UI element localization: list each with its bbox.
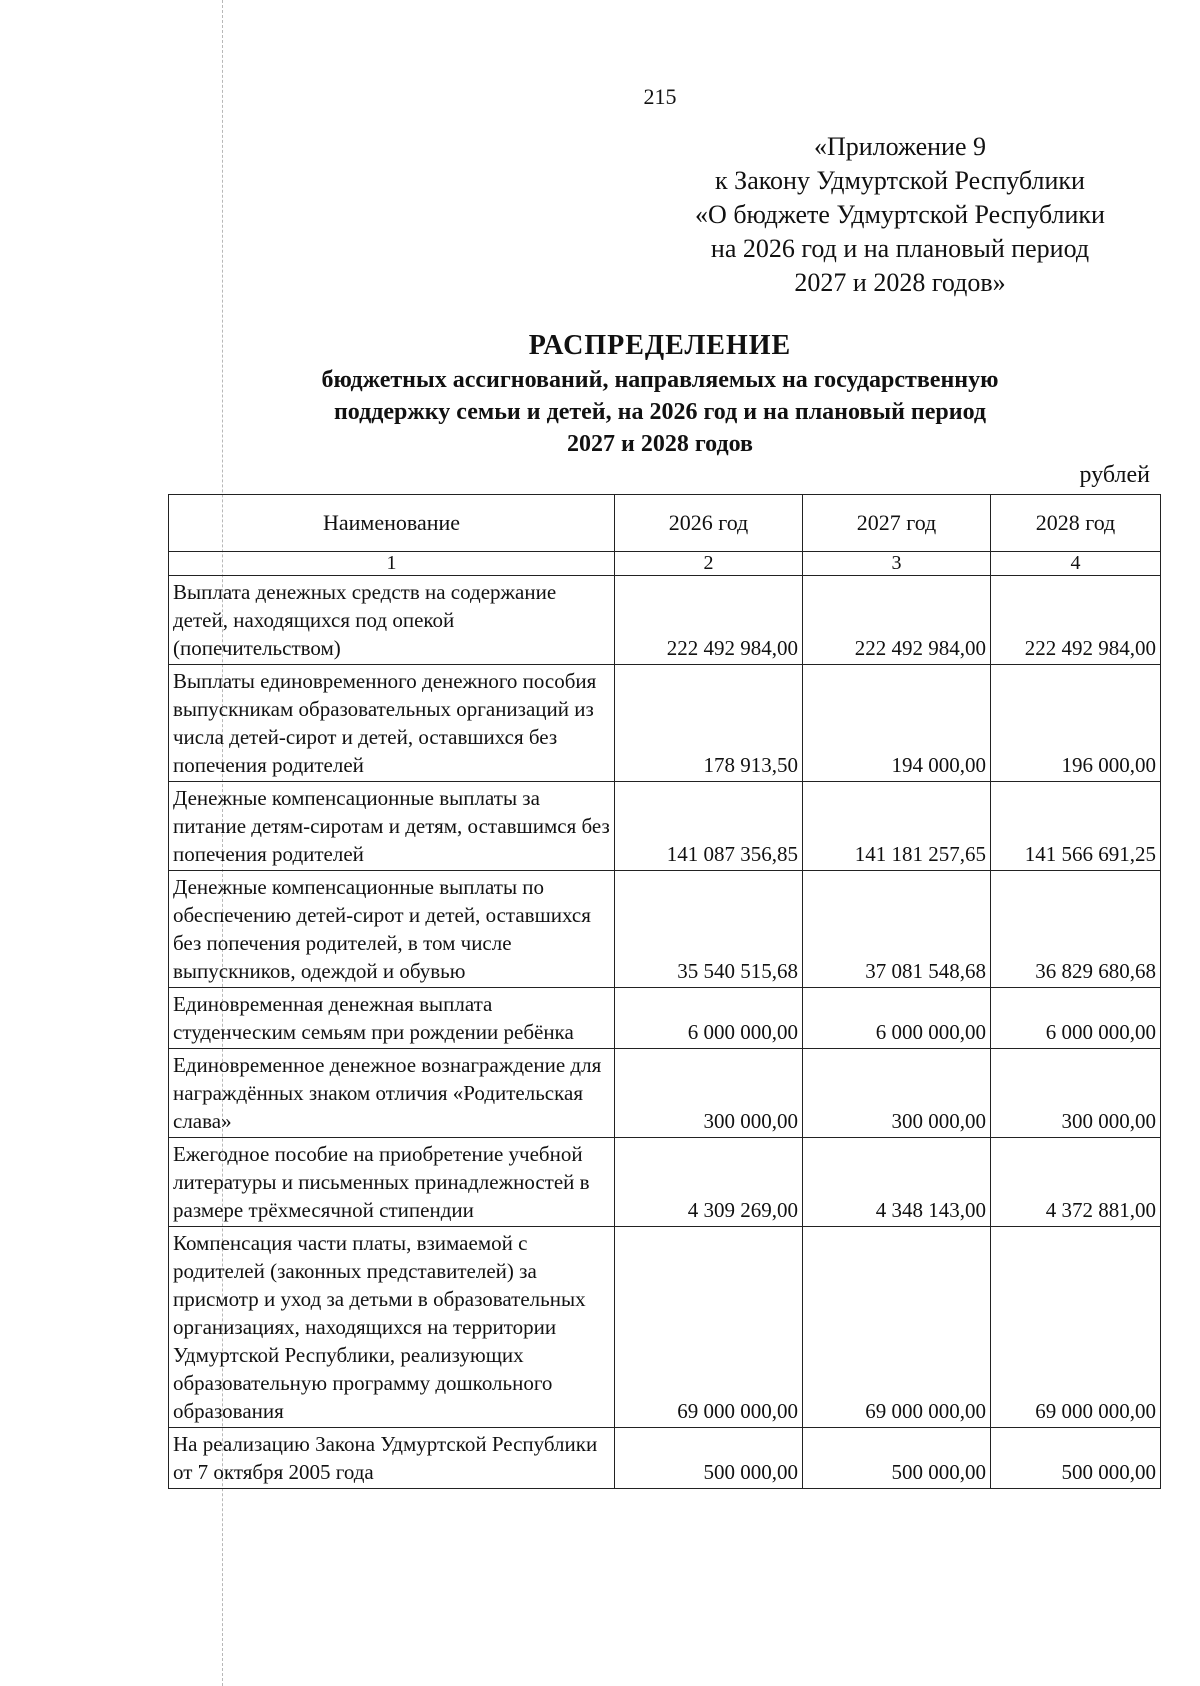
header-2027: 2027 год	[803, 495, 991, 552]
value-2027: 37 081 548,68	[803, 871, 991, 988]
appendix-reference	[640, 130, 1160, 300]
value-2028: 141 566 691,25	[991, 782, 1161, 871]
value-2027: 300 000,00	[803, 1049, 991, 1138]
row-name: Выплата денежных средств на содержание детей, находящихся под опекой (попечительством)	[169, 576, 615, 665]
title-sub-1: бюджетных ассигнований, направляемых на государственную	[321, 367, 999, 393]
table-row	[169, 988, 1161, 1049]
table-row	[169, 1227, 1161, 1428]
value-2028: 196 000,00	[991, 665, 1161, 782]
table-row	[169, 1428, 1161, 1489]
column-number: 2	[615, 552, 803, 576]
column-number: 4	[991, 552, 1161, 576]
table-row	[169, 1049, 1161, 1138]
value-2028: 222 492 984,00	[991, 576, 1161, 665]
value-2027: 6 000 000,00	[803, 988, 991, 1049]
appendix-line-5: 2027 и 2028 годов»	[794, 268, 1006, 297]
document-title	[240, 328, 1080, 460]
column-number: 3	[803, 552, 991, 576]
value-2028: 36 829 680,68	[991, 871, 1161, 988]
title-main: РАСПРЕДЕЛЕНИЕ	[528, 330, 792, 361]
row-name: Единовременное денежное вознаграждение для награждённых знаком отличия «Родительская слава»	[169, 1049, 615, 1138]
header-name: Наименование	[169, 495, 615, 552]
value-2026: 141 087 356,85	[615, 782, 803, 871]
value-2028: 6 000 000,00	[991, 988, 1161, 1049]
column-number: 1	[169, 552, 615, 576]
units-label: рублей	[1079, 462, 1150, 488]
value-2028: 4 372 881,00	[991, 1138, 1161, 1227]
appendix-line-2: к Закону Удмуртской Республики	[715, 166, 1085, 195]
allocation-table	[168, 494, 1161, 1489]
value-2027: 141 181 257,65	[803, 782, 991, 871]
title-sub-3: 2027 и 2028 годов	[567, 431, 753, 457]
row-name: Выплаты единовременного денежного пособия выпускникам образовательных организаций из числа детей-сирот и детей, оставшихся без попечения родителей	[169, 665, 615, 782]
appendix-line-4: на 2026 год и на плановый период	[710, 234, 1090, 263]
table-row	[169, 576, 1161, 665]
table-row	[169, 1138, 1161, 1227]
value-2027: 500 000,00	[803, 1428, 991, 1489]
value-2027: 69 000 000,00	[803, 1227, 991, 1428]
value-2026: 300 000,00	[615, 1049, 803, 1138]
appendix-line-1: «Приложение 9	[813, 132, 987, 161]
value-2026: 69 000 000,00	[615, 1227, 803, 1428]
value-2028: 300 000,00	[991, 1049, 1161, 1138]
header-2028: 2028 год	[991, 495, 1161, 552]
table-row	[169, 665, 1161, 782]
table-row	[169, 782, 1161, 871]
row-name: На реализацию Закона Удмуртской Республики от 7 октября 2005 года	[169, 1428, 615, 1489]
header-row	[169, 495, 1161, 552]
value-2027: 4 348 143,00	[803, 1138, 991, 1227]
value-2027: 222 492 984,00	[803, 576, 991, 665]
value-2026: 35 540 515,68	[615, 871, 803, 988]
header-2026: 2026 год	[615, 495, 803, 552]
row-name: Денежные компенсационные выплаты по обеспечению детей-сирот и детей, оставшихся без попечения родителей, в том числе выпускников, одеждой и обувью	[169, 871, 615, 988]
value-2026: 222 492 984,00	[615, 576, 803, 665]
table-row	[169, 871, 1161, 988]
value-2026: 6 000 000,00	[615, 988, 803, 1049]
value-2026: 178 913,50	[615, 665, 803, 782]
value-2027: 194 000,00	[803, 665, 991, 782]
page-number: 215	[643, 84, 677, 109]
row-name: Ежегодное пособие на приобретение учебной литературы и письменных принадлежностей в размере трёхмесячной стипендии	[169, 1138, 615, 1227]
row-name: Единовременная денежная выплата студенческим семьям при рождении ребёнка	[169, 988, 615, 1049]
value-2026: 4 309 269,00	[615, 1138, 803, 1227]
value-2028: 500 000,00	[991, 1428, 1161, 1489]
appendix-line-3: «О бюджете Удмуртской Республики	[695, 200, 1105, 229]
value-2028: 69 000 000,00	[991, 1227, 1161, 1428]
title-sub-2: поддержку семьи и детей, на 2026 год и на плановый период	[333, 399, 987, 425]
value-2026: 500 000,00	[615, 1428, 803, 1489]
row-name: Денежные компенсационные выплаты за питание детям-сиротам и детям, оставшимся без попечения родителей	[169, 782, 615, 871]
row-name: Компенсация части платы, взимаемой с родителей (законных представителей) за присмотр и уход за детьми в образовательных организациях, находящихся на территории Удмуртской Республики, реализующих образовательную программу дошкольного образования	[169, 1227, 615, 1428]
numbering-row	[169, 552, 1161, 576]
